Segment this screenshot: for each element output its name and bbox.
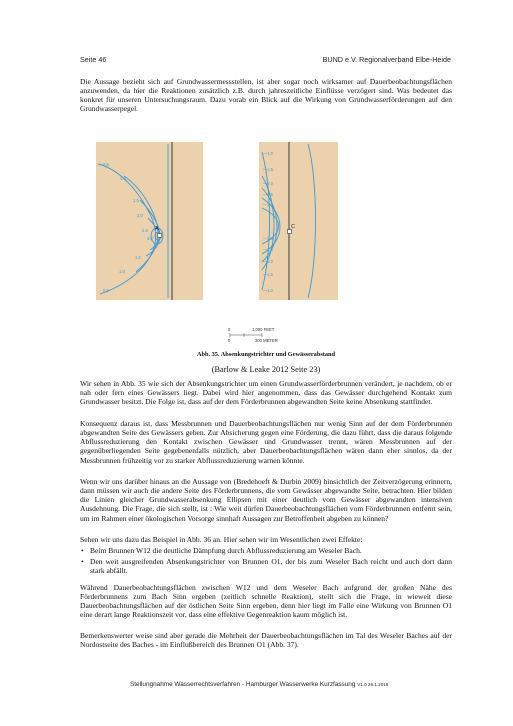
- scale-meter-label: 300 METER: [255, 338, 278, 342]
- paragraph-text: Wenn wir uns darüber hinaus an die Aussage von (Bredehoeft & Durbin 2009) hinsichtlich der Zeitverzögerung erinnern, dann müssen wir auch die andere Seite des Förderbrunnens, die vom Gewässer abgewandte Seite, betrachten. Hier bilden die Linien gleicher Grundwasserabsenkung Ellipsen mit einer deutlich vom Gewässer abgewandten intensiven Ausdehnung. Die Frage, die sich stellt, ist : Wie weit dürfen Dauerbeobachtungsflächen vom Förderbrunnen entfernt sein, um im Rahmen einer ökologischen Vorsorge sinnhaft Aussagen zur Betroffenheit abgeben zu können?: [80, 477, 452, 523]
- intro-text: Die Aussage bezieht sich auf Grundwassermessstellen, ist aber sogar noch wirksamer auf Dauerbeobachtungsflächen anzuwenden, da hier die Reaktionen zusätzlich z.B. durch jahreszeitliche Einflüsse verzögert sind. Was bedeutet das konkret für unseren Untersuchungsraum. Dazu vorab ein Blick auf die Wirkung von Grundwasserförderungen auf den Grundwasserpegel.: [80, 77, 452, 114]
- right-contour-label: —3.0: [263, 202, 274, 207]
- list-item-text: Den weit ausgreifenden Absenkungstrichter von Brunnen O1, der bis zum Weseler Bach reicht und auch dort dann stark abfällt.: [90, 557, 452, 576]
- paragraph-text: Wir sehen in Abb. 35 wie sich der Absenkungstrichter um einen Grundwasserförderbrunnen verändert, je nachdem, ob er nah oder fern eines Gewässers liegt. Dabei wird hier angenommen, dass das Gewässer durchgehend Kontakt zum Grundwasser besitzt. Die Folge ist, dass auf der dem Förderbrunnen abgewandten Seite keine Absenkung stattfindet.: [80, 379, 452, 407]
- left-well-marker: [158, 234, 162, 238]
- right-contour-label: —1.0: [263, 151, 274, 156]
- left-contour-label: 0.5: [103, 162, 109, 167]
- right-contour-label: —2.5: [263, 247, 274, 252]
- body-paragraph-3: [80, 477, 452, 523]
- body-paragraph-5: [80, 583, 452, 620]
- left-well-label: A: [155, 226, 159, 232]
- paragraph-text: Konsequenz daraus ist, dass Messbrunnen und Dauerbeobachtungsflächen nur wenig Sinn auf der dem Förderbrunnen abgewandten Seite des Gewässers geben. Zur Absicherung gegen eine Förderung, die dazu führt, dass die daraus folgende Abflussreduzierung den Kontakt zwischen Gewässer und Grundwasser trennt, wären Messbrunnen auf der gegenüberliegenden Seite gegebenenfalls nützlich, aber Dauerbeobachtungsflächen wären dann eher sinnlos, da der Messbrunnen frühzeitig vor zu starker Abflussreduzierung warnen könnte.: [80, 419, 452, 465]
- intro-paragraph: [80, 77, 452, 114]
- body-paragraph-1: [80, 379, 452, 406]
- left-contour-label: 1.5: [135, 255, 141, 260]
- list-item: [80, 557, 452, 575]
- right-contour-label: —1.0: [263, 288, 274, 293]
- right-contour-label: —1.5: [263, 272, 274, 277]
- right-contour-label: —3.0: [263, 236, 274, 241]
- body-paragraph-2: [80, 419, 452, 465]
- left-aquifer-panel: [96, 142, 203, 300]
- right-well-label: C: [291, 224, 295, 230]
- bullet-symbol: •: [81, 557, 84, 567]
- right-contour-label: —2.5: [263, 192, 274, 197]
- bullet-symbol: •: [81, 546, 84, 555]
- right-contour-label: —2.0: [263, 181, 274, 186]
- page-number: Seite 46: [80, 55, 107, 64]
- paragraph-text: Während Dauerbeobachtungsflächen zwischen W12 und dem Weseler Bach aufgrund der großen Nähe des Förderbrunnens zum Bach Sinn ergeben (zeitlich schnelle Reaktion), stellt sich die Frage, in wieweit diese Dauerbeobachtungsflächen auf der östlichen Seite Sinn ergeben, denn hier liegt im Falle eine Wirkung von Brunnen O1 eine derart lange Reaktionszeit vor, dass eine effektive Gegenreaktion kaum möglich ist.: [80, 583, 452, 620]
- figure-caption: Abb. 35. Absenkungstrichter und Gewässerabstand: [196, 351, 336, 358]
- left-contour-label: 0.5: [103, 288, 109, 293]
- right-well-marker: [288, 230, 292, 234]
- document-header-organization: BUND e.V. Regionalverband Elbe-Heide: [322, 55, 451, 64]
- right-contour-label: —1.5: [263, 167, 274, 172]
- scale-zero-top: 0: [228, 327, 231, 332]
- left-contour-label: 1.0: [119, 269, 125, 274]
- paragraph-text: Bemerkenswerter weise sind aber gerade die Mehrheit der Dauerbeobachtungsflächen im Tal des Weseler Baches auf der Nordostseite des Baches - im Einflußbereich des Brunnen O1 (Abb. 37).: [80, 631, 452, 650]
- list-item: [80, 546, 452, 555]
- right-contour-label: —2.0: [263, 259, 274, 264]
- left-contour-label: 1.5: [133, 198, 139, 203]
- scale-feet-label: 1,000 FEET: [252, 327, 275, 332]
- body-paragraph-6: [80, 631, 452, 649]
- left-contour-label: 3.0: [147, 236, 153, 241]
- figure-source: (Barlow & Leake 2012 Seite 23): [211, 365, 321, 374]
- left-contour-label: 1.0: [120, 176, 126, 181]
- list-item-text: Beim Brunnen W12 die deutliche Dämpfung durch Abflussreduzierung am Weseler Bach.: [90, 546, 362, 555]
- paragraph-text: Sehen wir uns dazu das Beispiel in Abb. 36 an. Hier sehen wir im Wesentlichen zwei Effekte:: [80, 535, 363, 544]
- page-footer: [130, 681, 388, 688]
- left-contour-label: 2.0: [137, 213, 143, 218]
- effects-list: [80, 546, 452, 577]
- left-contour-label: 2.5: [142, 228, 148, 233]
- scale-bar: [228, 327, 278, 342]
- footer-version: V1.0 26.1.2016: [357, 682, 389, 687]
- body-paragraph-4: [80, 535, 452, 544]
- footer-text: Stellungnahme Wasserrechtsverfahren - Hamburger Wasserwerke Kurzfassung: [130, 681, 356, 688]
- scale-zero-bottom: 0: [228, 338, 231, 342]
- drawdown-figure: [88, 140, 348, 342]
